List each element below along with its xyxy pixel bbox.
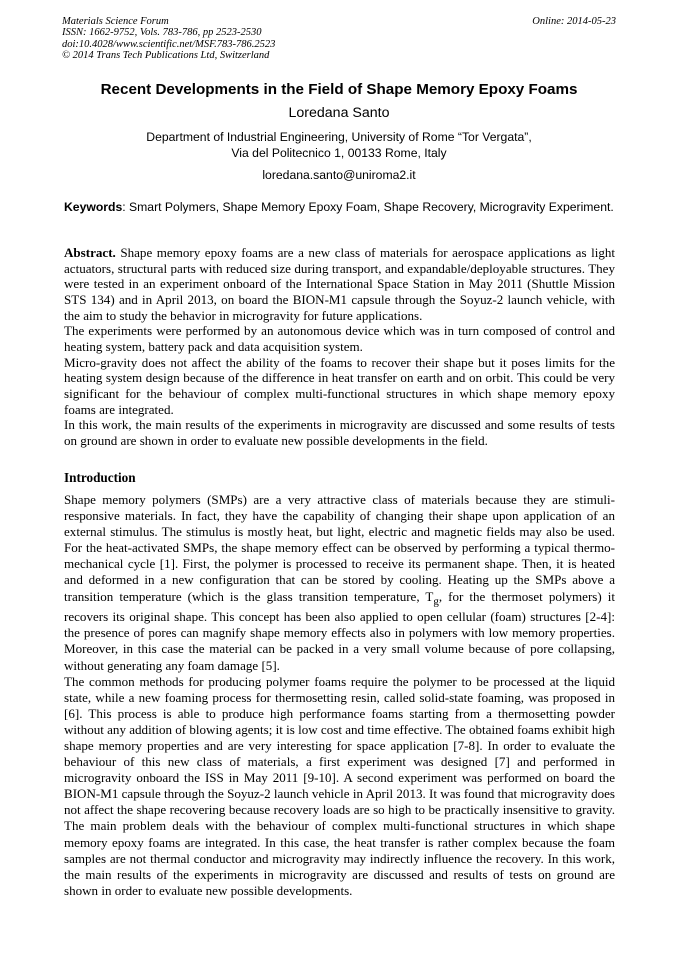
abstract-paragraph-3: Micro-gravity does not affect the ability of the foams to recover their shape but it poses limits for the heating system design because of the difference in heat transfer on earth and on orbit. This could be very significant for the behaviour of complex multi-functional structures in which shape memory epoxy foams are integrated. [64, 354, 615, 417]
affiliation-line-1: Department of Industrial Engineering, University of Rome “Tor Vergata”, [146, 130, 532, 144]
intro-p1-part-a: Shape memory polymers (SMPs) are a very attractive class of materials because they are stimuli-responsive materials. In fact, they have the capability of changing their shape upon application of an external stimulus. The stimulus is mostly heat, but light, electric and magnetic fields may also be used. For the heat-activated SMPs, the shape memory effect can be observed by performing a typical thermo-mechanical cycle [1]. First, the polymer is processed to receive its permanent shape. Then, it is heated and deformed in a new configuration that can be stored by cooling. Heating up the SMPs above a transition temperature (which is the glass transition temperature, T [64, 492, 615, 604]
affiliation-line-2: Via del Politecnico 1, 00133 Rome, Italy [231, 145, 447, 160]
abstract-paragraph-4: In this work, the main results of the experiments in microgravity are discussed and some results of tests on ground are shown in order to evaluate new possible developments in the field. [64, 417, 615, 448]
journal-name: Materials Science Forum [62, 16, 169, 27]
intro-p1-part-b: , for the thermoset polymers) it recovers its original shape. This concept has been also applied to open cellular (foam) structures [2-4]: the presence of pores can magnify shape memory effects also in polymers with low memory properties. Moreover, in this case the material can be packed in a very small volume because of pore collapsing, without generating any foam damage [5]. [64, 588, 616, 673]
journal-header [62, 16, 616, 62]
intro-paragraph-1 [64, 492, 615, 674]
keywords [64, 200, 615, 216]
abstract-p1-text: Shape memory epoxy foams are a new class of materials for aerospace applications as light actuators, structural parts with reduced size during transport, and expandable/deployable structures. They were tested in an experiment onboard of the International Space Station in May 2011 (Shuttle Mission STS 134) and in April 2013, on board the BION-M1 capsule through the Soyuz-2 launch vehicle, with the aim to study the behavior in microgravity for future applications. [64, 245, 615, 323]
introduction-body [64, 492, 615, 899]
author-email: loredana.santo@uniroma2.it [262, 168, 416, 182]
keywords-text: : Smart Polymers, Shape Memory Epoxy Foam, Shape Recovery, Microgravity Experiment. [122, 200, 614, 214]
abstract-label: Abstract. [64, 245, 116, 260]
author-name: Loredana Santo [288, 105, 390, 121]
copyright-line: © 2014 Trans Tech Publications Ltd, Switzerland [62, 50, 270, 62]
online-date: Online: 2014-05-23 [532, 16, 616, 27]
issn-line: ISSN: 1662-9752, Vols. 783-786, pp 2523-2530 [62, 27, 262, 39]
affiliation [40, 130, 638, 161]
abstract-paragraph-1 [64, 245, 615, 323]
intro-paragraph-2: The common methods for producing polymer foams require the polymer to be processed at the liquid state, while a new foaming process for thermosetting resin, called solid-state foaming, was proposed in [6]. This process is able to produce high performance foams starting from a thermosetting powder without any addition of blowing agents; it is low cost and time effective. The obtained foams exhibit high shape memory properties and are very interesting for space application [7-8]. In order to evaluate the behaviour of this new class of materials, a first experiment was designed [7] and performed in microgravity onboard the ISS in May 2011 [9-10]. A second experiment was performed on board the BION-M1 capsule through the Soyuz-2 launch vehicle in April 2013. It was found that microgravity does not affect the shape recovering because recovery loads are so high to be practically insensitive to gravity. The main problem deals with the behaviour of complex multi-functional structures in which shape memory epoxy foams are integrated. In this case, the heat transfer is rather complex because the foam samples are not thermal conductor and microgravity may indirectly influence the recovery. In this work, the main results of the experiments in microgravity are discussed and results of tests on ground are shown in order to evaluate new possible developments. [64, 673, 616, 898]
doi-line: doi:10.4028/www.scientific.net/MSF.783-786.2523 [62, 38, 276, 50]
keywords-label: Keywords [64, 200, 123, 214]
paper-title: Recent Developments in the Field of Shape Memory Epoxy Foams [100, 81, 578, 98]
introduction-heading: Introduction [64, 470, 136, 485]
abstract [64, 245, 615, 449]
tg-subscript: g [433, 595, 439, 608]
abstract-paragraph-2: The experiments were performed by an autonomous device which was in turn composed of control and heating system, battery pack and data acquisition system. [64, 323, 615, 354]
